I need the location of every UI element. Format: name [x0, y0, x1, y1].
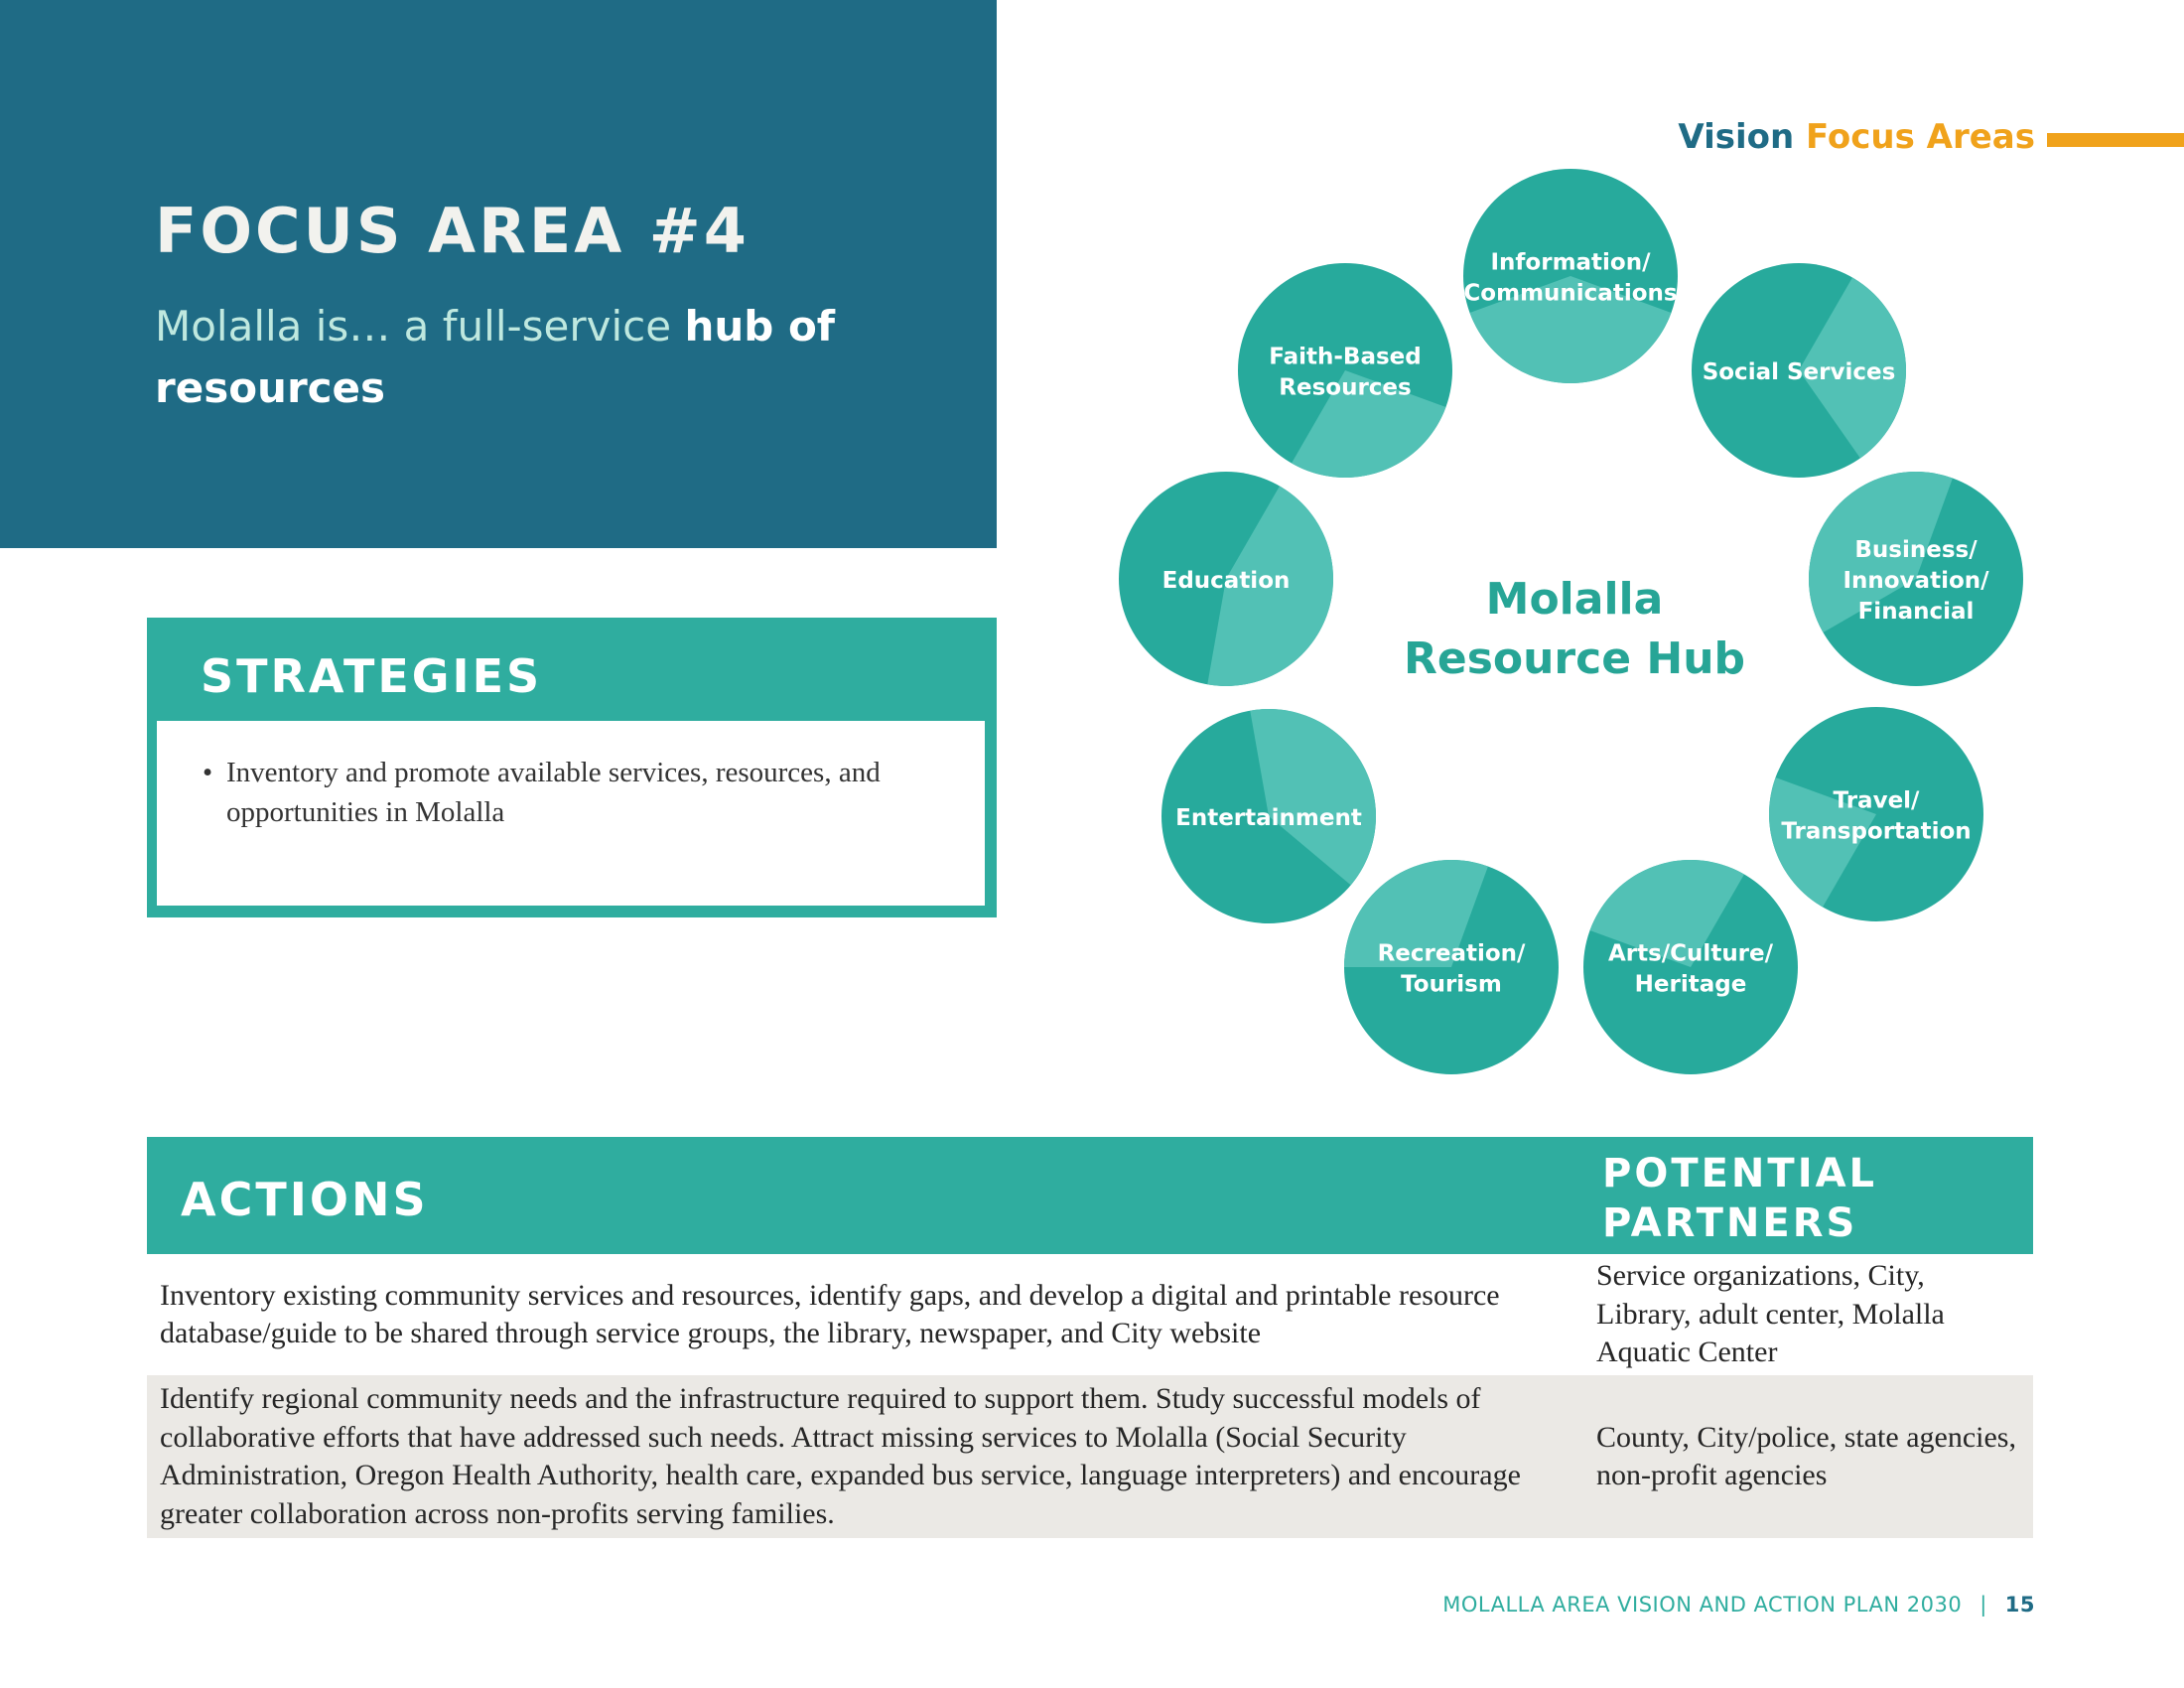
hub-node-label: Innovation/	[1843, 568, 1989, 594]
hub-node-label: Information/	[1490, 249, 1651, 276]
partners-cell: Service organizations, City, Library, adult center, Molalla Aquatic Center	[1596, 1259, 1945, 1369]
footer-separator: |	[1979, 1593, 1987, 1617]
hub-node-information-communications	[1463, 169, 1678, 383]
page-footer	[1442, 1593, 2035, 1617]
action-cell: Inventory existing community services and resources, identify gaps, and develop a digital and printable resource database/guide to be shared through service groups, the library, newspaper, and City website	[160, 1278, 1500, 1349]
section-heading	[1678, 117, 2035, 157]
section-heading-focus-areas: Focus Areas	[1806, 117, 2035, 157]
hub-node-arts-culture-heritage	[1583, 860, 1798, 1074]
table-row	[147, 1254, 2033, 1375]
hub-node-label: Business/	[1854, 537, 1978, 563]
hub-node-label: Social Services	[1702, 359, 1896, 385]
section-heading-vision: Vision	[1678, 117, 1795, 157]
strategies-title: STRATEGIES	[201, 649, 543, 703]
hub-node-social-services	[1692, 263, 1906, 478]
hub-center-line2: Resource Hub	[1403, 633, 1746, 684]
focus-area-subtitle	[155, 296, 939, 419]
hub-center-line1: Molalla	[1485, 574, 1664, 625]
actions-title: ACTIONS	[181, 1173, 429, 1226]
hub-node-business-innovation	[1809, 472, 2023, 686]
hero-banner	[0, 0, 997, 548]
table-row	[147, 1375, 2033, 1538]
hub-node-label: Tourism	[1401, 971, 1502, 998]
hub-node-label: Transportation	[1781, 818, 1972, 845]
strategies-list	[226, 753, 921, 832]
subtitle-light: Molalla is… a full-service	[155, 302, 672, 351]
hub-node-entertainment	[1161, 709, 1376, 923]
strategies-box	[147, 618, 997, 917]
hub-node-label: Heritage	[1634, 971, 1747, 998]
partners-cell: County, City/police, state agencies, non-profit agencies	[1596, 1420, 2016, 1491]
hub-node-label: Travel/	[1833, 787, 1920, 814]
hub-node-travel-transportation	[1769, 707, 1983, 921]
page-number: 15	[2004, 1593, 2035, 1617]
section-accent-bar	[2047, 133, 2184, 147]
partners-title: POTENTIAL PARTNERS	[1602, 1151, 1878, 1246]
hub-node-label: Recreation/	[1377, 940, 1526, 967]
hub-node-label: Communications	[1463, 280, 1678, 307]
resource-hub-diagram	[1102, 169, 2095, 1092]
actions-table-header	[147, 1137, 2033, 1254]
hub-node-label: Arts/Culture/	[1607, 940, 1774, 967]
hub-node-label: Resources	[1279, 374, 1412, 401]
resource-hub-svg	[1102, 169, 2095, 1092]
strategies-body	[157, 721, 985, 906]
hub-node-label: Financial	[1857, 599, 1975, 625]
hub-node-label: Entertainment	[1175, 805, 1362, 831]
subtitle-bold: hub of resources	[155, 302, 836, 412]
hub-node-faith-based-resources	[1238, 263, 1452, 478]
page-title: FOCUS AREA #4	[155, 195, 750, 267]
hub-node-label: Education	[1161, 568, 1291, 594]
hub-node-recreation-tourism	[1344, 860, 1559, 1074]
strategy-item: • Inventory and promote available services, resources, and opportunities in Molalla	[226, 753, 921, 832]
footer-plan-title: MOLALLA AREA VISION AND ACTION PLAN 2030	[1442, 1593, 1963, 1617]
hub-node-label: Faith-Based	[1269, 344, 1422, 370]
hub-node-education	[1119, 472, 1333, 686]
action-cell: Identify regional community needs and the infrastructure required to support them. Study successful models of collaborative efforts that have addressed such needs. Attract missing services to Molalla (Social Security Administration, Oregon Health Authority, health care, expanded bus service, language interpreters) and encourage greater collaboration across non-profits serving families.	[160, 1382, 1521, 1530]
